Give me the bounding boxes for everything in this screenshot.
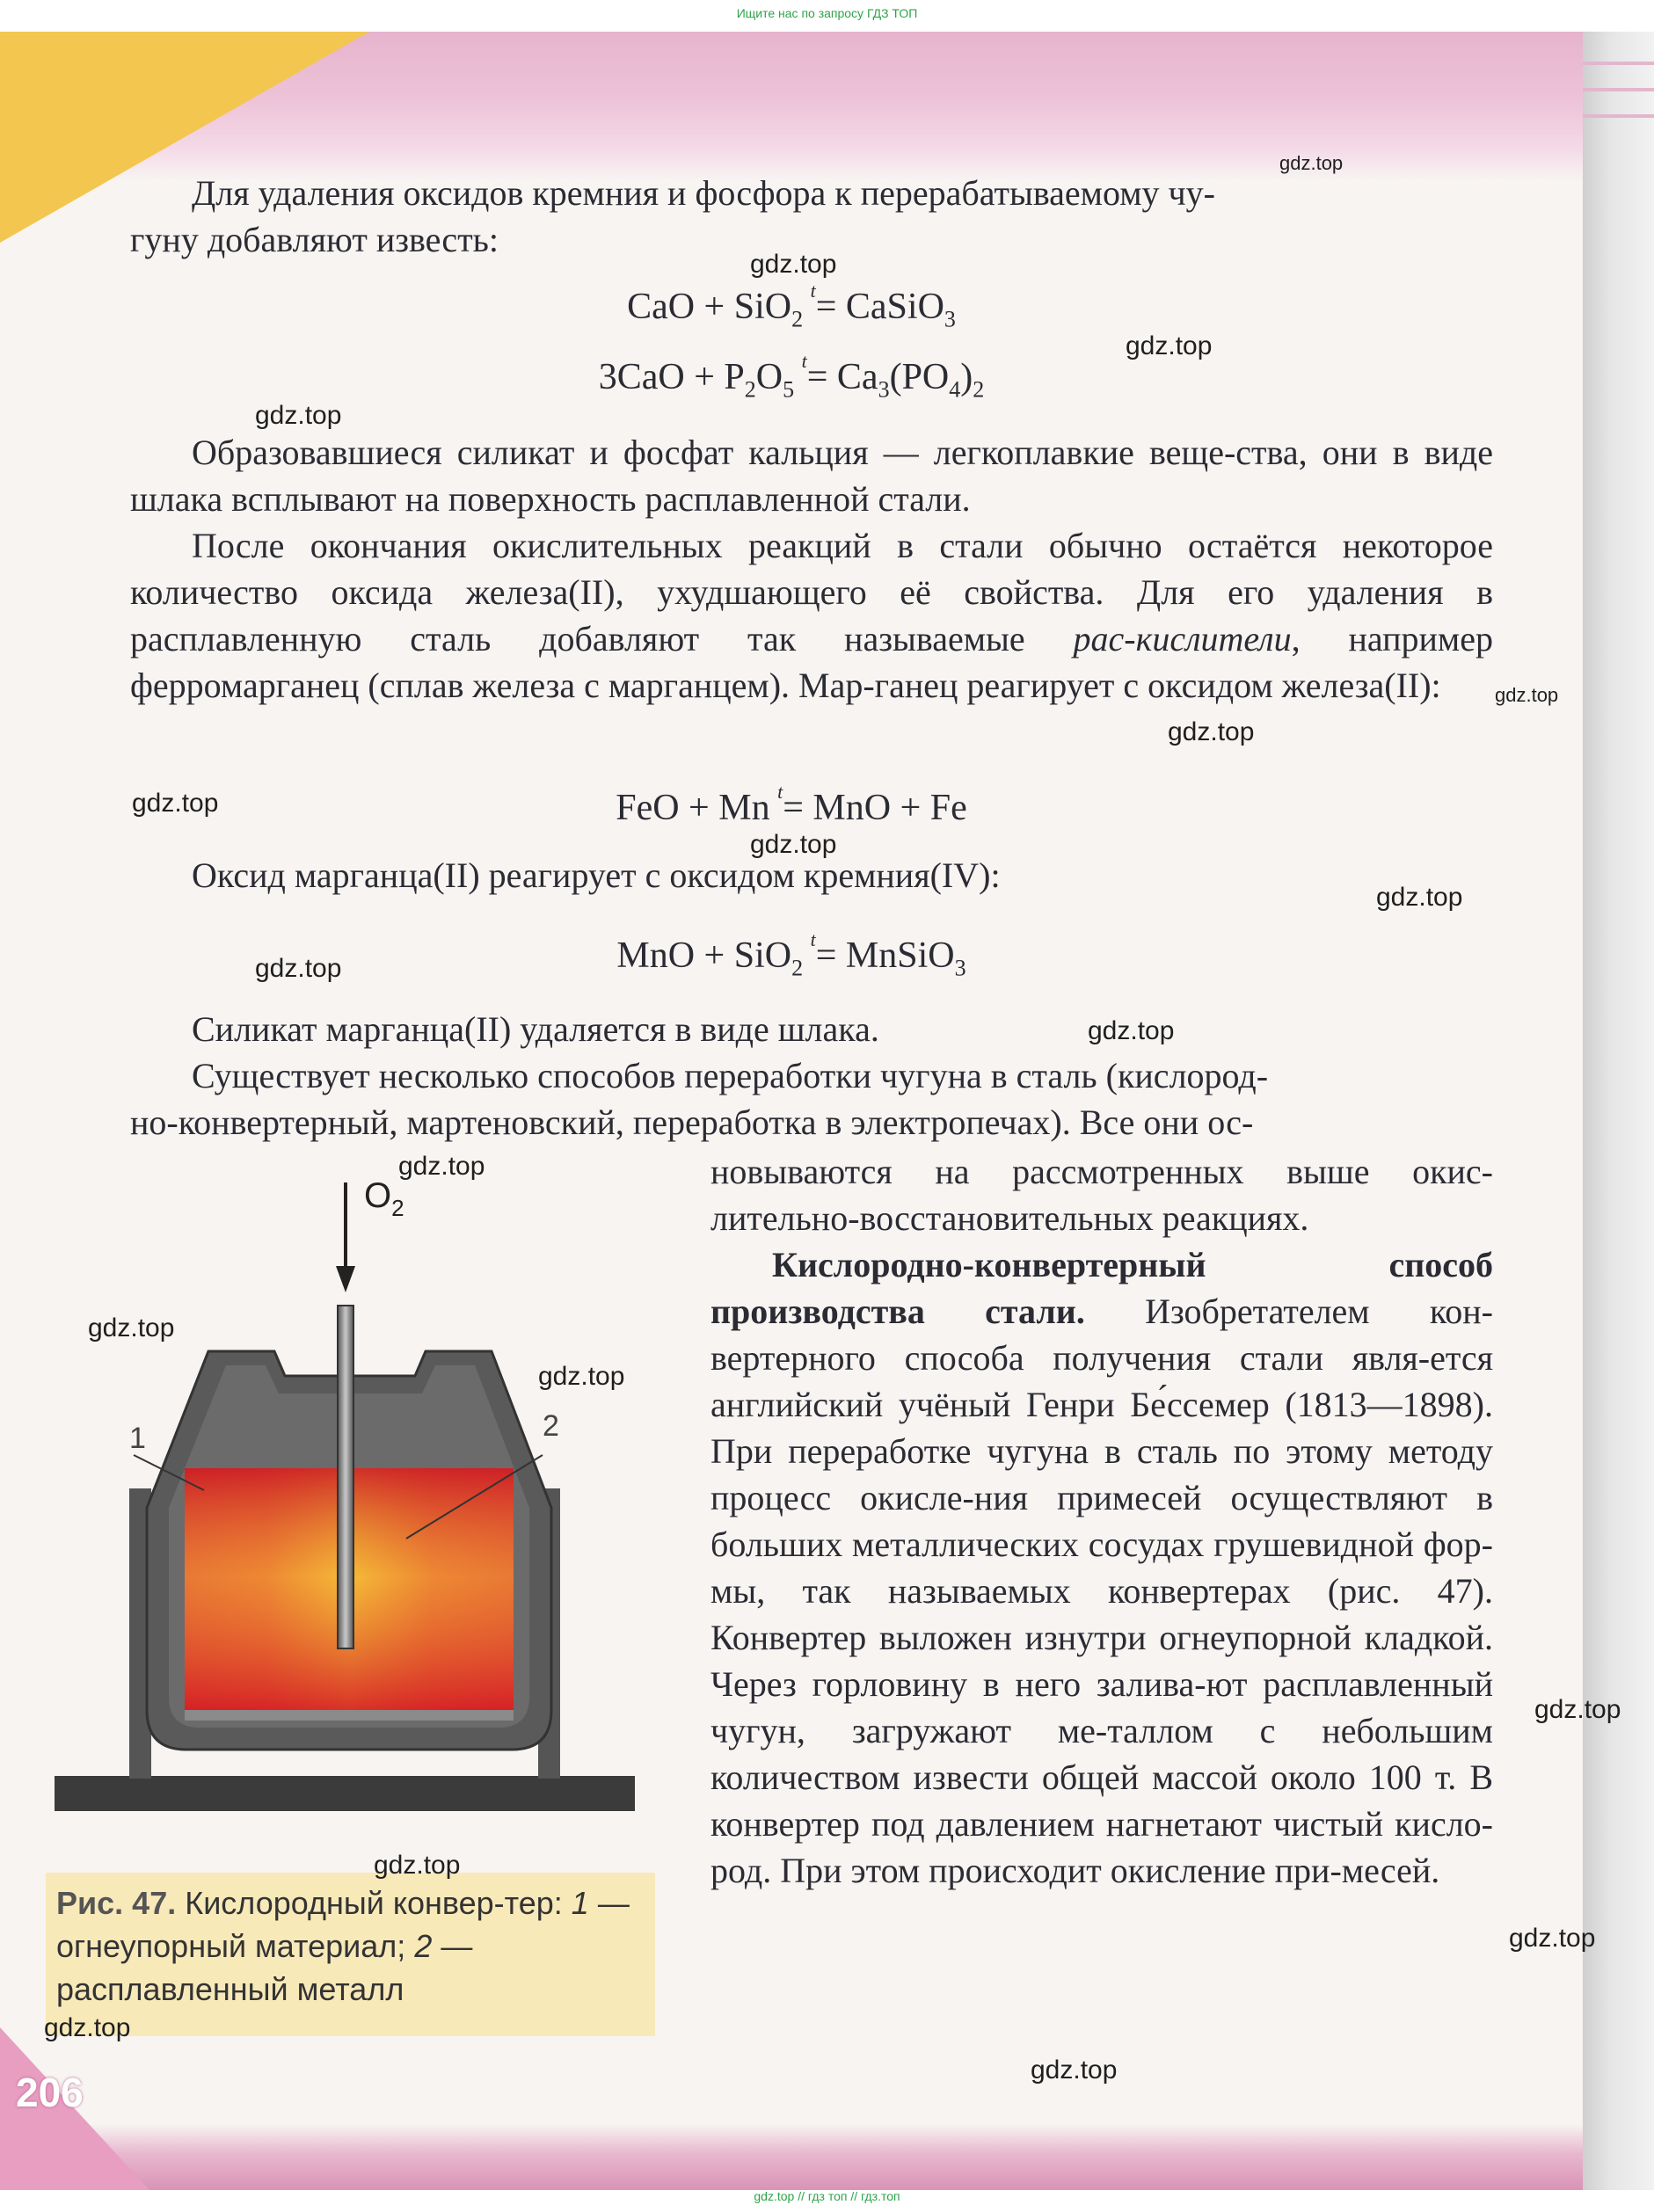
temperature-mark: t — [810, 928, 816, 950]
watermark: gdz.top — [44, 2013, 131, 2042]
paragraph-text: После окончания окислительных реакций в стали обычно остаётся некоторое количество оксида железа(II), ухудшающего её свойства. Для его удаления в расплавленную сталь добавляют так называемые — [130, 526, 1493, 659]
paragraph — [130, 522, 1493, 709]
paragraph-line: Для удаления оксидов кремния и фосфора к перерабатываемому чу- — [192, 173, 1215, 213]
figure-caption — [56, 1881, 654, 2011]
equation-text: ) — [960, 357, 973, 397]
label-1: 1 — [129, 1422, 146, 1455]
paragraph-line: Существует несколько способов переработки чугуна в сталь (кислород- — [192, 1056, 1269, 1095]
paragraph-line: Силикат марганца(II) удаляется в виде шлака. — [192, 1009, 879, 1049]
equation-3 — [440, 781, 1143, 829]
bottom-credits: gdz.top // гдз топ // гдз.топ — [754, 2189, 900, 2203]
watermark: gdz.top — [1534, 1695, 1621, 1724]
caption-text: — расплавленный металл — [56, 1928, 473, 2007]
edge-line — [1583, 114, 1654, 118]
watermark: gdz.top — [132, 789, 219, 818]
paragraph-text: Изобретателем кон-вертерного способа получения стали явля-ется английский учёный Генри Бе́ссемер (1813—1898). При переработке чугуна в сталь по этому методу процесс окисле-ния примесей осуществляют в больших металлических сосудах грушевидной фор-мы, так называемых конвертерах (рис. 47). Конвертер выложен изнутри огнеупорной кладкой. Через горловину в него залива-ют расплавленный чугун, загружают ме-таллом с небольшим количеством извести общей массой около 100 т. В конвертер под давлением нагнетают чистый кисло-род. При этом происходит окисление при-месей. — [710, 1292, 1493, 1890]
equation-text: CaSiO — [845, 287, 944, 327]
paragraph: новываются на рассмотренных выше окис-лительно-восстановительных реакциях. — [710, 1152, 1493, 1238]
caption-number: 2 — [414, 1928, 433, 1964]
watermark: gdz.top — [1376, 883, 1463, 912]
subscript: 2 — [791, 955, 804, 981]
subscript: 2 — [973, 376, 985, 403]
watermark: gdz.top — [88, 1313, 175, 1342]
watermark: gdz.top — [1168, 717, 1255, 746]
caption-text: Кислородный конвер-тер: — [176, 1885, 572, 1921]
equation-text: CaO + SiO — [627, 287, 792, 327]
temperature-mark: t — [777, 781, 783, 803]
equals-sign: = — [815, 935, 837, 976]
equation-text: FeO + Mn — [616, 788, 770, 828]
watermark: gdz.top — [1126, 331, 1213, 360]
watermark: gdz.top — [750, 830, 837, 859]
paragraph: Образовавшиеся силикат и фосфат кальция — легкоплавкие веще-ства, они в виде шлака всплывают на поверхность расплавленной стали. — [130, 433, 1493, 519]
paragraph-line: Оксид марганца(II) реагирует с оксидом кремния(IV): — [192, 855, 1001, 895]
watermark: gdz.top — [1509, 1924, 1596, 1953]
subscript: 3 — [878, 376, 890, 403]
edge-line — [1583, 88, 1654, 91]
arrow-head-icon — [336, 1266, 355, 1292]
subscript: 4 — [949, 376, 961, 403]
temperature-mark: t — [810, 280, 816, 302]
converter-figure — [55, 1156, 644, 1824]
temperature-mark: t — [801, 350, 807, 372]
search-banner: Ищите нас по запросу ГДЗ ТОП — [736, 6, 918, 20]
equals-sign: = — [783, 788, 804, 828]
watermark: gdz.top — [255, 954, 342, 983]
label-2: 2 — [543, 1409, 559, 1443]
subscript: 5 — [783, 376, 795, 403]
watermark: gdz.top — [538, 1362, 625, 1391]
subscript: 3 — [944, 306, 956, 332]
o2-label: $O_2$ — [364, 1176, 404, 1221]
watermark: gdz.top — [1279, 152, 1344, 174]
equation-text: MnSiO — [845, 935, 955, 976]
subscript: 2 — [744, 376, 756, 403]
equation-text: MnO + SiO — [616, 935, 792, 976]
caption-number: 1 — [571, 1885, 589, 1921]
watermark: gdz.top — [1031, 2056, 1118, 2085]
watermark: gdz.top — [255, 401, 342, 430]
watermark: gdz.top — [1088, 1016, 1175, 1045]
subscript: 2 — [791, 306, 804, 332]
oxygen-lance — [338, 1306, 353, 1648]
subscript: 3 — [954, 955, 966, 981]
equals-sign: = — [806, 357, 828, 397]
equation-text: Ca — [836, 357, 878, 397]
section-heading: Кислородно-конвертерный способ производства стали. — [710, 1245, 1493, 1331]
page-number: 206 — [16, 2070, 84, 2115]
term-italic: рас-кислители — [1073, 619, 1292, 659]
equation-4 — [440, 928, 1143, 981]
equation-text: O — [755, 357, 783, 397]
watermark: gdz.top — [1495, 684, 1559, 706]
base-plate — [55, 1776, 635, 1811]
equals-sign: = — [815, 287, 837, 327]
equation-text: (PO — [889, 357, 950, 397]
paragraph-text: , например ферромарганец (сплав железа с марганцем). Мар-ганец реагирует с оксидом железа(II): — [130, 619, 1493, 705]
bottom-lining — [185, 1710, 514, 1721]
edge-line — [1583, 62, 1654, 65]
equation-1 — [440, 280, 1143, 332]
book-edge — [1583, 32, 1654, 2190]
paragraph — [710, 1241, 1493, 1894]
equation-text: MnO + Fe — [812, 788, 967, 828]
watermark: gdz.top — [374, 1851, 461, 1880]
equation-2 — [440, 350, 1143, 403]
paragraph-line: но-конвертерный, мартеновский, переработка в электропечах). Все они ос- — [130, 1102, 1254, 1142]
paragraph-line: гуну добавляют известь: — [130, 220, 499, 259]
caption-text: — огнеупорный материал; — [56, 1885, 630, 1964]
equation-text: 3CaO + P — [598, 357, 745, 397]
watermark: gdz.top — [750, 250, 837, 279]
page-bottom-band — [0, 2124, 1583, 2190]
watermark: gdz.top — [398, 1152, 485, 1181]
caption-label: Рис. 47. — [56, 1885, 177, 1921]
